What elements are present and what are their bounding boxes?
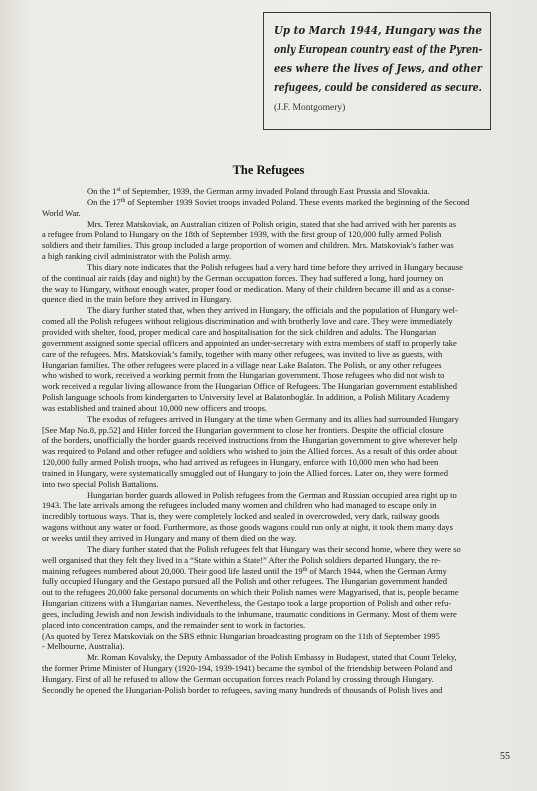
epigraph-text — [274, 21, 482, 97]
body-line — [42, 197, 512, 208]
body-line — [42, 511, 512, 522]
page-number: 55 — [500, 751, 510, 762]
body-text — [42, 186, 512, 696]
body-line — [42, 392, 512, 403]
body-line — [42, 186, 512, 197]
body-line — [42, 338, 512, 349]
body-line-text: who wished to work, received a working permit from the Hungarian government. Those refugees who did not wish to — [42, 370, 445, 381]
body-line-text: wagons without any water or food. Furthermore, as those goods wagons could run only at night, it took them many days — [42, 522, 453, 533]
ordinal-suffix: th — [120, 197, 126, 204]
body-line — [42, 609, 512, 620]
body-line-text: provided with shelter, food, proper medical care and hospitalisation for the sick children and adults. The Hungarian — [42, 326, 437, 337]
body-line-text: a high ranking civil administrator with the Polish army. — [42, 251, 232, 262]
body-line-text: work received a regular living allowance from the Hungarian Office of Refugees. The Hungarian government established — [42, 381, 458, 392]
body-line-text: maining refugees numbered about 20,000. Their good life lasted until the 19 — [42, 565, 303, 576]
body-line — [42, 468, 512, 479]
body-line-text: Mrs. Terez Matskoviak, an Australian citizen of Polish origin, stated that she had arrived with her parents as — [87, 218, 457, 229]
body-line-text: well organised that they felt they lived in a “State within a State!” After the Polish soldiers departed Hungary, the re- — [42, 554, 441, 565]
body-line — [42, 544, 512, 555]
body-line — [42, 490, 512, 501]
body-line — [42, 685, 512, 696]
body-line-text: of the continual air raids (day and night) by the German occupation forces. They had suffered a long, hard journey on — [42, 272, 444, 283]
body-line — [42, 327, 512, 338]
body-line — [42, 229, 512, 240]
body-line-text: into two special Polish Battalions. — [42, 478, 159, 489]
body-line-text: On the 17 — [87, 196, 121, 207]
epigraph-line: ees where the lives of Jews, and other — [274, 61, 482, 75]
body-line — [42, 663, 512, 674]
epigraph-box — [263, 12, 491, 130]
ordinal-suffix: st — [116, 187, 121, 193]
body-line — [42, 641, 512, 652]
body-line-text: trained in Hungary, were systematically smuggled out of Hungary to join the Allied forces. Later on, they were formed — [42, 467, 449, 478]
body-line — [42, 576, 512, 587]
body-line — [42, 522, 512, 533]
body-line-text: The exodus of refugees arrived in Hungary at the time when Germany and its allies had surrounded Hungary — [87, 413, 459, 424]
body-line — [42, 479, 512, 490]
body-line-text: was required to Poland and other refugee and soldiers who wished to join the Allied forces. As a result of this order about — [42, 446, 458, 457]
body-line-text: This diary note indicates that the Polish refugees had a very hard time before they arrived in Hungary because — [87, 261, 463, 272]
body-line-text: soldiers and their families. This group included a large proportion of women and children. Mrs. Matskoviak’s father was — [42, 240, 454, 251]
body-line-text: gees, including Jewish and non Jewish individuals to the inhumane, traumatic conditions in Germany. Most of them were — [42, 608, 457, 619]
body-line-text: Hungarian citizens with a Hungarian names. Nevertheless, the Gestapo took a large proportion of Polish and other refu- — [42, 598, 452, 609]
body-line-text: 120,000 fully armed Polish troops, who had arrived as refugees in Hungary, enforce with 10,000 men who had been — [42, 457, 439, 468]
body-line — [42, 587, 512, 598]
body-line-text: of March 1944, when the German Army — [307, 565, 447, 576]
body-line-text: - Melbourne, Australia). — [42, 641, 125, 652]
body-line — [42, 435, 512, 446]
body-line-text: incredibly tortuous ways. That is, they were completely locked and sealed in overcrowded, very dark, railway goods — [42, 511, 440, 522]
body-line — [42, 403, 512, 414]
body-line-text: [See Map No.8, pp.52] and Hitler forced the Hungarian government to close her frontiers. Despite the official closure — [42, 424, 444, 435]
body-line-text: Mr. Roman Kovalsky, the Deputy Ambassador of the Polish Embassy in Budapest, stated that Count Teleky, — [87, 652, 457, 663]
body-line-text: On the 1 — [87, 186, 117, 196]
body-line-text: The diary further stated that the Polish refugees felt that Hungary was their second home, where they were so — [87, 543, 461, 554]
body-line — [42, 598, 512, 609]
body-line — [42, 208, 512, 219]
body-line — [42, 425, 512, 436]
body-line-text: Hungary. First of all he refused to allow the German occupation forces reach Poland by crossing through Hungary. — [42, 673, 434, 684]
body-line — [42, 566, 512, 577]
epigraph-line: Up to March 1944, Hungary was the — [274, 23, 482, 37]
section-title: The Refugees — [232, 163, 305, 177]
body-line-text: Hungarian border guards allowed in Polish refugees from the German and Russian occupied area right up to — [87, 489, 457, 500]
body-line — [42, 533, 512, 544]
body-line — [42, 251, 512, 262]
body-line-text: the way to Hungary, without enough water, proper food or medication. Many of their children became ill and as a conse- — [42, 283, 455, 294]
body-line-text: Secondly he opened the Hungarian-Polish border to refugees, saving many hundreds of thousands of Polish lives and — [42, 684, 443, 695]
body-line — [42, 349, 512, 360]
body-line — [42, 262, 512, 273]
body-line-text: was established and trained about 10,000 new officers and troops. — [42, 402, 268, 413]
body-line-text: comed all the Polish refugees without religious discrimination and with brotherly love and care. They were immediately — [42, 316, 453, 327]
epigraph-line: refugees, could be considered as secure. — [274, 80, 482, 94]
body-line — [42, 284, 512, 295]
body-line — [42, 316, 512, 327]
body-line-text: Hungarian families. The other refugees were placed in a village near Lake Balaton. The Polish, or any other refugees — [42, 359, 442, 370]
body-line — [42, 652, 512, 663]
body-line — [42, 674, 512, 685]
ordinal-suffix: th — [302, 566, 308, 573]
body-line-text: World War. — [42, 207, 81, 218]
body-line-text: 1943. The late arrivals among the refugees included many women and children who had managed to escape only in — [42, 500, 437, 511]
body-line — [42, 305, 512, 316]
body-line — [42, 414, 512, 425]
body-line-text: quence died in the train before they arrived in Hungary. — [42, 294, 232, 305]
body-line — [42, 240, 512, 251]
body-line — [42, 446, 512, 457]
body-line — [42, 370, 512, 381]
body-line — [42, 631, 512, 642]
body-line — [42, 381, 512, 392]
body-line-text: fully occupied Hungary and the Gestapo pursued all the Polish and other refugees. The Hungarian government handed — [42, 576, 447, 587]
body-line — [42, 457, 512, 468]
body-line-text: of September 1939 Soviet troops invaded Poland. These events marked the beginning of the Second — [125, 196, 470, 207]
epigraph-author: (J.F. Montgomery) — [274, 103, 346, 113]
body-line-text: of the borders, unofficially the border guards received instructions from the Hungarian government to give wherever help — [42, 435, 458, 446]
body-line-text: care of the refugees. Mrs. Matskoviak’s family, together with many other refugees, was invited to live as guests, with — [42, 348, 443, 359]
body-line — [42, 500, 512, 511]
body-line-text: The diary further stated that, when they arrived in Hungary, the officials and the population of Hungary wel- — [87, 305, 458, 316]
body-line — [42, 555, 512, 566]
body-line-text: placed into concentration camps, and the remainder sent to work in factories. — [42, 619, 306, 630]
body-line — [42, 273, 512, 284]
body-line — [42, 294, 512, 305]
body-line — [42, 360, 512, 371]
body-line-text: Polish language schools from kindergarten to University level at Balatonboglár. In addition, a Polish Military Academy — [42, 392, 450, 403]
body-line — [42, 219, 512, 230]
body-line — [42, 620, 512, 631]
body-line-text: out to the refugees 20,000 fake personal documents on which their Polish names were Magyarised, that is, people became — [42, 587, 459, 598]
body-line-text: a refugee from Poland to Hungary on the 18th of September 1939, with the first group of 120,000 fully armed Polish — [42, 229, 442, 240]
body-line-text: the former Prime Minister of Hungary (1920-194, 1939-1941) became the symbol of the friendship between Poland and — [42, 663, 453, 674]
body-line-text: of September, 1939, the German army invaded Poland through East Prussia and Slovakia. — [120, 186, 430, 196]
body-line-text: or weeks until they arrived in Hungary and many of them died on the way. — [42, 533, 297, 543]
epigraph-line: only European country east of the Pyren- — [274, 42, 483, 56]
body-line-text: (As quoted by Terez Matskoviak on the SBS ethnic Hungarian broadcasting program on the 11th of September 1995 — [42, 630, 440, 641]
body-line-text: government assigned some special officers and appointed an under-secretary with extra members of staff to properly take — [42, 337, 457, 348]
